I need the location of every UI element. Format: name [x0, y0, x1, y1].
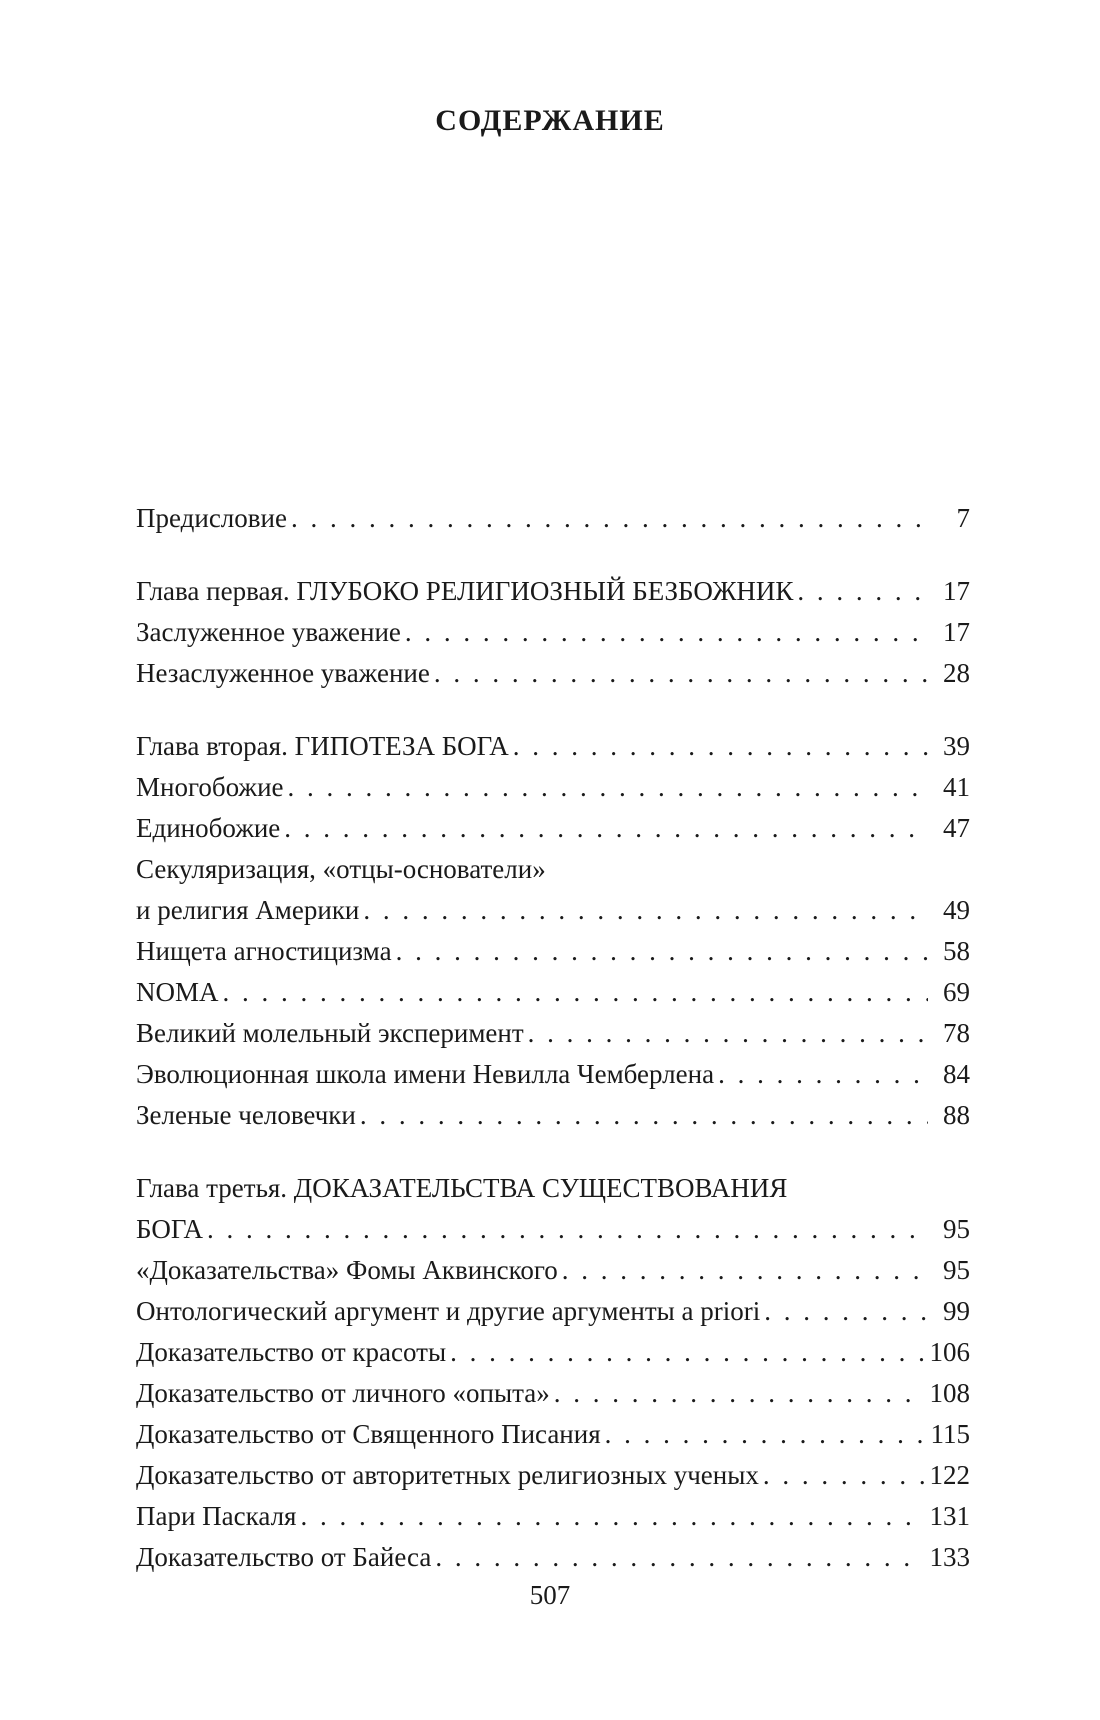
dot-leader: [797, 571, 928, 612]
toc-line: [136, 1455, 970, 1496]
dot-leader: [435, 1537, 923, 1578]
toc-page-number: 115: [930, 1419, 970, 1449]
toc-entry-title: БОГА: [136, 1214, 203, 1244]
toc-entry[interactable]: [136, 1455, 970, 1496]
toc-page-number: 99: [943, 1296, 970, 1326]
toc-line: [136, 1054, 970, 1095]
toc-page-number: 95: [943, 1214, 970, 1244]
toc-entry[interactable]: [136, 1414, 970, 1455]
toc-page-number: 39: [943, 731, 970, 761]
toc-page-number: 49: [943, 895, 970, 925]
toc-line: [136, 849, 970, 890]
toc-entry-title: Онтологический аргумент и другие аргументы a priori: [136, 1296, 761, 1326]
dot-leader: [562, 1250, 928, 1291]
toc-entry[interactable]: [136, 808, 970, 849]
toc-entry-title: и религия Америки: [136, 895, 360, 925]
toc-entry-title: Доказательство от Священного Писания: [136, 1419, 601, 1449]
dot-leader: [207, 1209, 928, 1250]
toc-entry[interactable]: [136, 1373, 970, 1414]
toc-line: [136, 1095, 970, 1136]
toc-page-number: 108: [929, 1378, 970, 1408]
toc-entry-title: Пари Паскаля: [136, 1501, 297, 1531]
toc-entry[interactable]: [136, 972, 970, 1013]
toc-entry[interactable]: [136, 931, 970, 972]
toc-line: [136, 612, 970, 653]
toc-page-number: 7: [956, 503, 970, 533]
dot-leader: [363, 890, 928, 931]
toc-page-number: 84: [943, 1059, 970, 1089]
toc-entry-title: Эволюционная школа имени Невилла Чемберлена: [136, 1059, 715, 1089]
toc-page-number: 41: [943, 772, 970, 802]
dot-leader: [223, 972, 928, 1013]
toc-entry-title: Многобожие: [136, 772, 284, 802]
toc-group: [136, 1168, 970, 1578]
toc-entry[interactable]: [136, 767, 970, 808]
toc-entry[interactable]: [136, 1332, 970, 1373]
toc-entry-title: NOMA: [136, 977, 219, 1007]
dot-leader: [605, 1414, 925, 1455]
dot-leader: [528, 1013, 928, 1054]
dot-leader: [718, 1054, 928, 1095]
toc-entry[interactable]: [136, 1496, 970, 1537]
table-of-contents: [136, 498, 970, 1610]
toc-page-number: 88: [943, 1100, 970, 1130]
dot-leader: [360, 1095, 928, 1136]
dot-leader: [763, 1455, 924, 1496]
toc-page-number: 133: [929, 1542, 970, 1572]
toc-page-number: 131: [929, 1501, 970, 1531]
toc-entry-title: Секуляризация, «отцы-основатели»: [136, 854, 546, 884]
toc-entry[interactable]: [136, 726, 970, 767]
toc-line: [136, 1537, 970, 1578]
toc-entry[interactable]: [136, 1095, 970, 1136]
dot-leader: [554, 1373, 924, 1414]
dot-leader: [764, 1291, 928, 1332]
dot-leader: [284, 808, 928, 849]
toc-line: [136, 890, 970, 931]
toc-line: [136, 1332, 970, 1373]
toc-line: [136, 972, 970, 1013]
toc-entry[interactable]: [136, 1537, 970, 1578]
toc-line: [136, 1250, 970, 1291]
dot-leader: [291, 498, 928, 539]
toc-entry-title: Зеленые человечки: [136, 1100, 356, 1130]
toc-line: [136, 498, 970, 539]
toc-line: [136, 808, 970, 849]
page-title: СОДЕРЖАНИЕ: [435, 104, 665, 137]
toc-page-number: 47: [943, 813, 970, 843]
toc-entry-title: Доказательство от красоты: [136, 1337, 447, 1367]
toc-entry-title: Заслуженное уважение: [136, 617, 401, 647]
toc-page-number: 78: [943, 1018, 970, 1048]
toc-entry-title: Великий молельный эксперимент: [136, 1018, 524, 1048]
toc-page-number: 17: [943, 576, 970, 606]
toc-entry[interactable]: [136, 849, 970, 931]
toc-line: [136, 1496, 970, 1537]
toc-entry-title: «Доказательства» Фомы Аквинского: [136, 1255, 558, 1285]
toc-group: [136, 498, 970, 539]
toc-page-number: 28: [943, 658, 970, 688]
toc-line: [136, 1291, 970, 1332]
toc-line: [136, 931, 970, 972]
toc-entry-title: Незаслуженное уважение: [136, 658, 430, 688]
toc-entry[interactable]: [136, 1250, 970, 1291]
toc-page-number: 69: [943, 977, 970, 1007]
toc-entry[interactable]: [136, 1013, 970, 1054]
toc-page-number: 122: [929, 1460, 970, 1490]
toc-entry[interactable]: [136, 612, 970, 653]
toc-line: [136, 1013, 970, 1054]
toc-page-number: 106: [929, 1337, 970, 1367]
toc-group: [136, 726, 970, 1136]
toc-line: [136, 1168, 970, 1209]
toc-line: [136, 1373, 970, 1414]
toc-entry-title: Глава первая. ГЛУБОКО РЕЛИГИОЗНЫЙ БЕЗБОЖНИК: [136, 576, 794, 606]
toc-entry-title: Доказательство от Байеса: [136, 1542, 432, 1572]
toc-line: [136, 571, 970, 612]
toc-page-number: 95: [943, 1255, 970, 1285]
toc-entry-title: Глава вторая. ГИПОТЕЗА БОГА: [136, 731, 509, 761]
dot-leader: [405, 612, 928, 653]
toc-page-number: 17: [943, 617, 970, 647]
toc-entry[interactable]: [136, 1291, 970, 1332]
toc-line: [136, 767, 970, 808]
toc-entry[interactable]: [136, 1168, 970, 1250]
toc-group: [136, 571, 970, 694]
dot-leader: [300, 1496, 923, 1537]
toc-entry-title: Глава третья. ДОКАЗАТЕЛЬСТВА СУЩЕСТВОВАНИЯ: [136, 1173, 788, 1203]
toc-line: [136, 653, 970, 694]
toc-entry-title: Предисловие: [136, 503, 287, 533]
toc-entry-title: Нищета агностицизма: [136, 936, 392, 966]
dot-leader: [450, 1332, 923, 1373]
dot-leader: [513, 726, 928, 767]
toc-entry-title: Доказательство от авторитетных религиозных ученых: [136, 1460, 759, 1490]
toc-entry-title: Единобожие: [136, 813, 281, 843]
dot-leader: [288, 767, 928, 808]
dot-leader: [434, 653, 928, 694]
page-number: 507: [529, 1580, 571, 1610]
toc-entry[interactable]: [136, 1054, 970, 1095]
toc-entry[interactable]: [136, 653, 970, 694]
toc-line: [136, 1414, 970, 1455]
dot-leader: [396, 931, 928, 972]
toc-entry-title: Доказательство от личного «опыта»: [136, 1378, 550, 1408]
toc-line: [136, 1209, 970, 1250]
toc-page-number: 58: [943, 936, 970, 966]
toc-entry[interactable]: [136, 571, 970, 612]
toc-line: [136, 726, 970, 767]
toc-entry[interactable]: [136, 498, 970, 539]
